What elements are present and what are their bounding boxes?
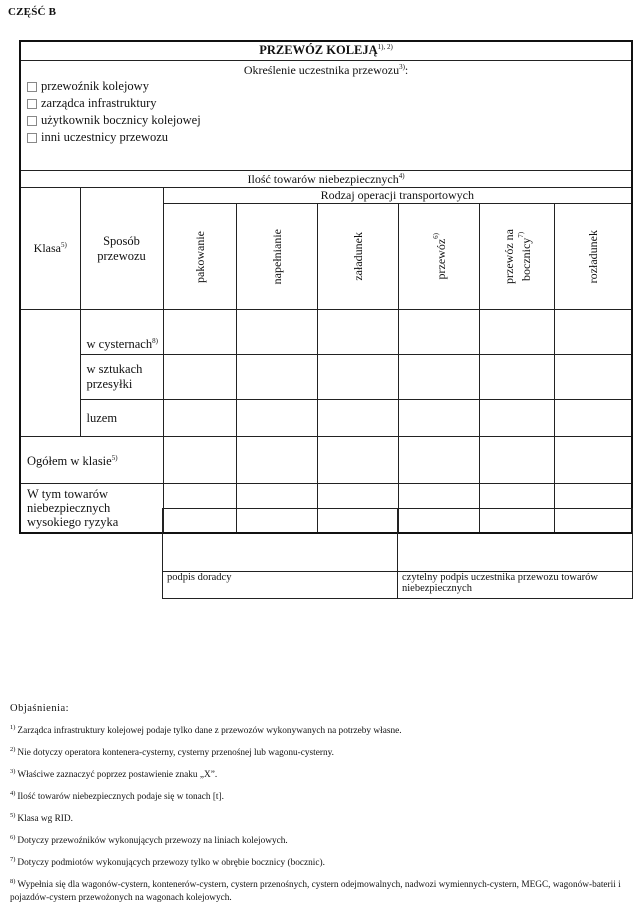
col-transport: przewóz$^{6)}$ (398, 204, 479, 310)
footnote: $^{4)}$ Ilość towarów niebezpiecznych podaje się w tonach [t]. (10, 789, 224, 802)
cell-input[interactable] (236, 355, 317, 400)
advisor-signature-field[interactable] (163, 509, 398, 572)
explanations-title: Objaśnienia: (10, 703, 70, 714)
footnote: $^{3)}$ Właściwe zaznaczyć poprzez postawienie znaku „X”. (10, 767, 218, 780)
rail-transport-table (19, 40, 633, 534)
cell-input[interactable] (479, 310, 554, 355)
cell-input[interactable] (163, 400, 236, 437)
option-infrastructure-manager[interactable]: zarządca infrastruktury (27, 95, 625, 112)
method-bulk: luzem (80, 400, 163, 437)
form-title: PRZEWÓZ $KOLEJĄ^{1), 2)}$ (20, 41, 632, 61)
footnote: $^{7)}$ Dotyczy podmiotów wykonujących przewozy tylko w obrębie bocznicy (bocznic). (10, 856, 325, 869)
footnote: $^{5)}$ Klasa wg RID. (10, 811, 73, 824)
option-siding-user[interactable]: użytkownik bocznicy kolejowej (27, 112, 625, 129)
participant-signature-field[interactable] (398, 509, 633, 572)
col-packing: pakowanie (163, 204, 236, 310)
cell-input[interactable] (236, 310, 317, 355)
participant-heading: Określenie uczestnika przewozu$^{3)}$: (20, 61, 632, 79)
participant-options (20, 78, 632, 171)
checkbox-icon[interactable] (27, 116, 37, 126)
cell-input[interactable] (163, 310, 236, 355)
col-loading: załadunek (317, 204, 398, 310)
part-title: CZĘŚĆ B (8, 6, 57, 18)
cell-input[interactable] (554, 310, 632, 355)
footnote: $^{2)}$ Nie dotyczy operatora kontenera-cysterny, cysterny przenośnej lub wagonu-cysterny. (10, 745, 334, 758)
signature-table (162, 508, 633, 599)
cell-input[interactable] (479, 400, 554, 437)
cell-input[interactable] (479, 437, 554, 484)
explanations (10, 703, 635, 911)
cell-input[interactable] (317, 437, 398, 484)
cell-input[interactable] (554, 400, 632, 437)
advisor-signature-label: podpis doradcy (163, 572, 398, 599)
checkbox-icon[interactable] (27, 99, 37, 109)
col-filling: napełnianie (236, 204, 317, 310)
cell-input[interactable] (317, 400, 398, 437)
class-input[interactable] (20, 310, 80, 437)
cell-input[interactable] (398, 355, 479, 400)
cell-input[interactable] (236, 400, 317, 437)
option-railway-carrier[interactable]: przewoźnik kolejowy (27, 78, 625, 95)
method-pieces: w sztukach przesyłki (80, 355, 163, 400)
col-siding-transport: przewóz na bocznicy$^{7)}$ (479, 204, 554, 310)
cell-input[interactable] (398, 437, 479, 484)
operation-heading: Rodzaj operacji transportowych (163, 188, 632, 204)
cell-input[interactable] (163, 355, 236, 400)
footnote: $^{8)}$ Wypełnia się dla wagonów-cystern, kontenerów-cystern, cystern przenośnych, cystern odejmowalnych, nadwozi wymiennych-cystern, MEGC, wagonów-baterii i pojazdów-cystern przewożonych na wagonach kolejowych. (10, 878, 621, 903)
cell-input[interactable] (554, 437, 632, 484)
footnote: $^{1)}$ Zarządca infrastruktury kolejowej podaje tylko dane z przewozów wykonywanych na potrzeby własne. (10, 723, 402, 736)
col-unloading: rozładunek (554, 204, 632, 310)
total-in-class: Ogółem w klasie$^{5)}$ (20, 437, 163, 484)
class-header: Klasa$^{5)}$ (20, 188, 80, 310)
cell-input[interactable] (236, 437, 317, 484)
method-header: Sposób przewozu (80, 188, 163, 310)
cell-input[interactable] (398, 310, 479, 355)
cell-input[interactable] (317, 355, 398, 400)
cell-input[interactable] (479, 355, 554, 400)
option-other-participants[interactable]: inni uczestnicy przewozu (27, 129, 625, 146)
cell-input[interactable] (317, 310, 398, 355)
cell-input[interactable] (163, 437, 236, 484)
high-risk-goods: W tym towarów niebezpiecznych wysokiego ryzyka (20, 484, 163, 534)
cell-input[interactable] (554, 355, 632, 400)
checkbox-icon[interactable] (27, 82, 37, 92)
participant-signature-label: czytelny podpis uczestnika przewozu towarów niebezpiecznych (398, 572, 633, 599)
cell-input[interactable] (398, 400, 479, 437)
checkbox-icon[interactable] (27, 133, 37, 143)
method-tanks: w cysternach$^{8)}$ (80, 310, 163, 355)
footnote: $^{6)}$ Dotyczy przewoźników wykonujących przewozy na liniach kolejowych. (10, 833, 288, 847)
quantity-heading: Ilość towarów niebezpiecznych$^{4)}$ (20, 171, 632, 188)
